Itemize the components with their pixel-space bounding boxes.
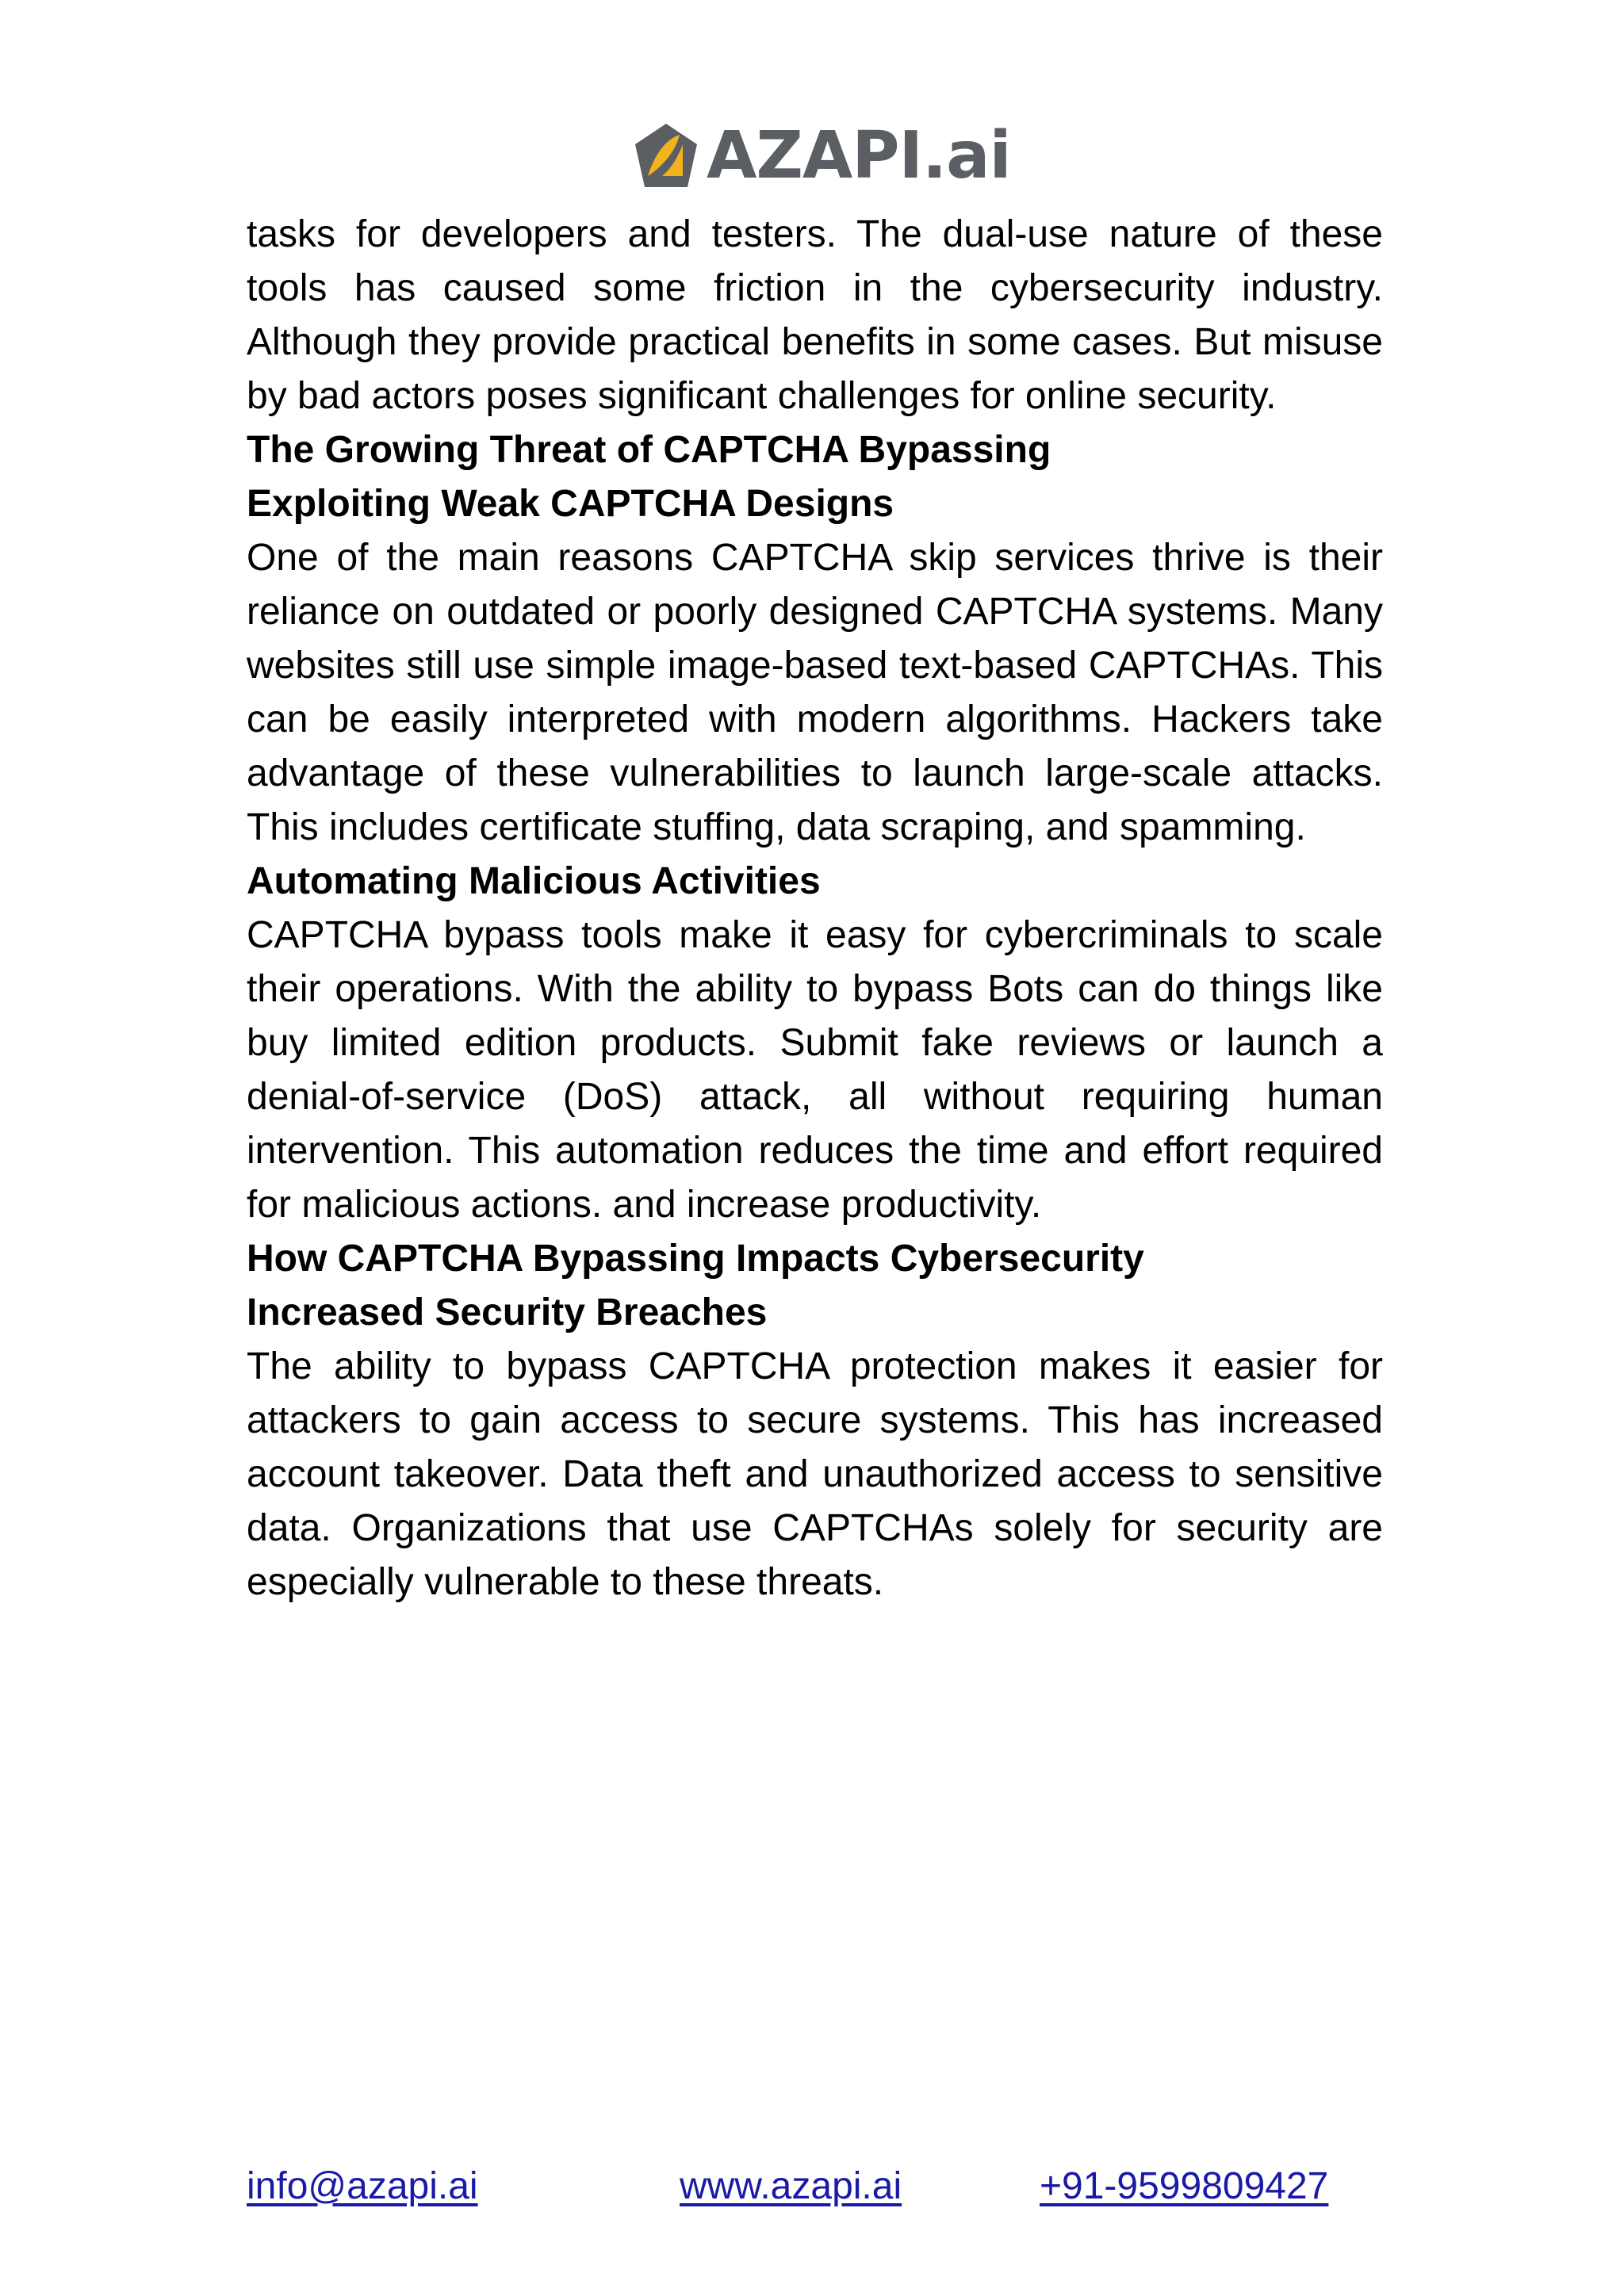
company-logo bbox=[630, 118, 1011, 193]
subheading-security-breaches: Increased Security Breaches bbox=[247, 1292, 768, 1334]
subheading-weak-designs: Exploiting Weak CAPTCHA Designs bbox=[247, 483, 894, 525]
logo-wordmark: AZAPI.ai bbox=[707, 118, 1011, 193]
paragraph-security-breaches: The ability to bypass CAPTCHA protection makes it easier for attackers to gain access to secure systems. This has increased account takeover. Data theft and unauthorized access to sensitive data. Organizations that use CAPTCHAs solely for security are especially vulnerable to these threats. bbox=[247, 1345, 1383, 1603]
section-heading-impacts: How CAPTCHA Bypassing Impacts Cybersecurity bbox=[247, 1238, 1144, 1280]
page-footer bbox=[247, 2160, 1383, 2214]
email-link[interactable]: info@azapi.ai bbox=[247, 2165, 478, 2207]
subheading-automating-malicious: Automating Malicious Activities bbox=[247, 860, 821, 902]
document-body bbox=[247, 208, 1383, 1609]
website-link[interactable]: www.azapi.ai bbox=[680, 2165, 902, 2207]
phone-link[interactable]: +91-9599809427 bbox=[1040, 2165, 1329, 2207]
paragraph-automating-malicious: CAPTCHA bypass tools make it easy for cybercriminals to scale their operations. With the ability to bypass Bots can do things like buy limited edition products. Submit fake reviews or launch a denial-of-service (DoS) attack, all without requiring human intervention. This automation reduces the time and effort required for malicious actions. and increase productivity. bbox=[247, 914, 1383, 1226]
section-heading-growing-threat: The Growing Threat of CAPTCHA Bypassing bbox=[247, 429, 1051, 471]
paragraph-weak-designs: One of the main reasons CAPTCHA skip services thrive is their reliance on outdated or poorly designed CAPTCHA systems. Many websites still use simple image-based text-based CAPTCHAs. This can be easily interpreted with modern algorithms. Hackers take advantage of these vulnerabilities to launch large-scale attacks. This includes certificate stuffing, data scraping, and spamming. bbox=[247, 537, 1383, 848]
intro-paragraph: tasks for developers and testers. The dual-use nature of these tools has caused some friction in the cybersecurity industry. Although they provide practical benefits in some cases. But misuse by bad actors poses significant challenges for online security. bbox=[247, 213, 1383, 417]
azapi-logo-icon bbox=[630, 121, 702, 192]
